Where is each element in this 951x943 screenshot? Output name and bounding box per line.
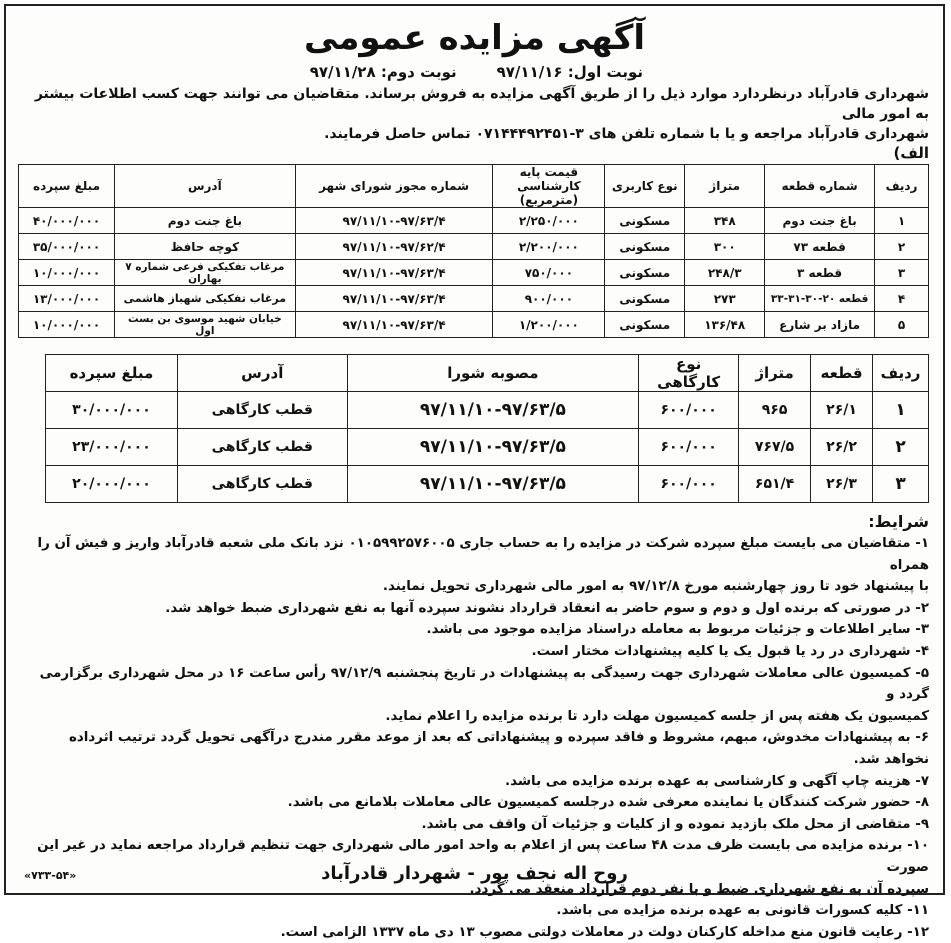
header-cell: ردیف: [873, 355, 929, 392]
table-cell: قطب کارگاهی: [177, 392, 347, 429]
ad-code: «۷۳۳-۵۴»: [24, 869, 77, 882]
table-cell: ۱/۲۰۰/۰۰۰: [493, 312, 605, 338]
table-row: [19, 234, 929, 260]
table-cell: مرغاب تفکیکی شهباز هاشمی: [115, 286, 296, 312]
intro-line: شهرداری قادرآباد مراجعه و یا با شماره تلفن های ۳-۰۷۱۴۴۴۹۲۴۵۱ تماس حاصل فرمایند.: [324, 126, 929, 142]
table-cell: ۳۰/۰۰۰/۰۰۰: [46, 392, 178, 429]
table-cell: ۴: [875, 286, 929, 312]
table-cell: ۶۰۰/۰۰۰: [639, 429, 739, 466]
table-cell: ۹۷/۱۱/۱۰-۹۷/۶۳/۴: [295, 286, 493, 312]
second-turn-date: نوبت دوم: ۹۷/۱۱/۲۸: [309, 63, 457, 81]
header-cell: مبلغ سپرده: [46, 355, 178, 392]
condition-line: ۶- به پیشنهادات مخدوش، مبهم، مشروط و فاقد سپرده و پیشنهاداتی که بعد از موعد مقرر مندرج درآگهی تحویل گردد ترتیب اثرداده نخواهد شد.: [69, 730, 929, 767]
table-cell: مازاد بر شارع: [765, 312, 875, 338]
table-cell: ۲۳/۰۰۰/۰۰۰: [46, 429, 178, 466]
table-cell: قطعه ۷۳: [765, 234, 875, 260]
table-row: [19, 312, 929, 338]
table-cell: ۲۶/۲: [811, 429, 873, 466]
table-cell: مسکونی: [605, 286, 685, 312]
table-cell: قطعه ۲۰-۳۰-۳۱-۳۳: [765, 286, 875, 312]
table-row: [46, 392, 929, 429]
condition-line: ۲- در صورتی که برنده اول و دوم و سوم حاضر به انعقاد قرارداد نشوند سپرده آنها به نفع شهرداری ضبط خواهد شد.: [165, 600, 929, 616]
condition-line: ۴- شهرداری در رد یا قبول یک یا کلیه پیشنهادات مختار است.: [531, 643, 929, 659]
table-row: [46, 429, 929, 466]
condition-line: ۸- حضور شرکت کنندگان یا نماینده معرفی شده درجلسه کمیسیون عالی معاملات بلامانع می باشد.: [287, 795, 929, 811]
table-cell: ۳۴۸: [685, 208, 765, 234]
header-cell: متراژ: [685, 165, 765, 208]
table-cell: ۳۰۰: [685, 234, 765, 260]
table-row: [19, 286, 929, 312]
condition-line: با پیشنهاد خود تا روز چهارشنبه مورخ ۹۷/۱۲/۸ به امور مالی شهرداری تحویل نمایند.: [382, 579, 929, 595]
header-cell: نوع کاربری: [605, 165, 685, 208]
table-cell: باغ جنت دوم: [765, 208, 875, 234]
table-cell: مسکونی: [605, 208, 685, 234]
table-cell: ۲: [873, 429, 929, 466]
condition-line: ۱- متقاضیان می بایست مبلغ سپرده شرکت در مزایده را به حساب جاری ۰۱۰۵۹۹۲۵۷۶۰۰۵ نزد بانک ملی شعبه قادرآباد واریز و فیش آن را همراه: [37, 536, 929, 573]
table-cell: ۱۰/۰۰۰/۰۰۰: [19, 312, 115, 338]
table-cell: ۲۷۳: [685, 286, 765, 312]
table-row: [46, 466, 929, 503]
table-cell: قطب کارگاهی: [177, 466, 347, 503]
table-cell: ۳: [875, 260, 929, 286]
table-cell: ۱۰/۰۰۰/۰۰۰: [19, 260, 115, 286]
table-cell: ۱۳/۰۰۰/۰۰۰: [19, 286, 115, 312]
table-cell: ۶۵۱/۴: [739, 466, 811, 503]
table-cell: خیابان شهید موسوی بن بست اول: [115, 312, 296, 338]
intro-paragraph: [6, 82, 943, 144]
table-cell: ۶۰۰/۰۰۰: [639, 392, 739, 429]
header-cell: متراژ: [739, 355, 811, 392]
condition-line: سپرده آن به نفع شهرداری ضبط و با نفر دوم قرارداد منعقد می گردد.: [469, 881, 929, 897]
condition-line: ۵- کمیسیون عالی معاملات شهرداری جهت رسیدگی به پیشنهادات در تاریخ پنجشنبه ۹۷/۱۲/۹ رأس ساعت ۱۶ در محل شهرداری برگزارمی گردد و: [39, 665, 929, 703]
table-cell: مسکونی: [605, 234, 685, 260]
condition-line: ۱۲- رعایت قانون منع مداخله کارکنان دولت در معاملات دولتی مصوب ۱۳ دی ماه ۱۳۳۷ الزامی است.: [280, 924, 929, 940]
conditions-heading: شرایط:: [868, 512, 929, 531]
table-cell: ۲۰/۰۰۰/۰۰۰: [46, 466, 178, 503]
table-cell: ۹۷/۱۱/۱۰-۹۷/۶۲/۴: [295, 234, 493, 260]
header-cell: مصوبه شورا: [347, 355, 639, 392]
table-row: [19, 260, 929, 286]
header-cell: شماره مجوز شورای شهر: [295, 165, 493, 208]
table-cell: ۳: [873, 466, 929, 503]
table-cell: ۲۴۸/۳: [685, 260, 765, 286]
table-cell: ۵: [875, 312, 929, 338]
table-cell: ۹۰۰/۰۰۰: [493, 286, 605, 312]
notice-title: آگهی مزایده عمومی: [303, 18, 646, 58]
table-cell: ۳۵/۰۰۰/۰۰۰: [19, 234, 115, 260]
table-cell: ۲/۲۰۰/۰۰۰: [493, 234, 605, 260]
header-cell: مبلغ سپرده: [19, 165, 115, 208]
condition-line: کمیسیون یک هفته پس از جلسه کمیسیون مهلت دارد تا برنده مزایده را اعلام نماید.: [385, 708, 929, 724]
condition-line: ۱۱- کلیه کسورات قانونی به عهده برنده مزایده می باشد.: [556, 903, 929, 919]
header-cell: قیمت پایه کارشناسی (مترمربع): [493, 165, 605, 208]
table-cell: ۹۷/۱۱/۱۰-۹۷/۶۳/۴: [295, 312, 493, 338]
condition-line: ۳- سایر اطلاعات و جزئیات مربوط به معامله دراسناد مزایده موجود می باشد.: [426, 622, 929, 638]
intro-line: شهرداری قادرآباد درنظردارد موارد ذیل را از طریق آگهی مزایده به فروش برساند. متقاضیان می توانند جهت کسب اطلاعات بیشتر به امور مالی: [34, 86, 929, 122]
table-cell: ۹۷/۱۱/۱۰-۹۷/۶۳/۴: [295, 208, 493, 234]
table-cell: ۹۷/۱۱/۱۰-۹۷/۶۳/۵: [347, 466, 639, 503]
table-cell: قطب کارگاهی: [177, 429, 347, 466]
header-cell: آدرس: [115, 165, 296, 208]
auction-notice: [4, 4, 945, 940]
table-cell: ۹۷/۱۱/۱۰-۹۷/۶۳/۵: [347, 392, 639, 429]
residential-lots-table: [18, 164, 929, 338]
table-cell: مسکونی: [605, 260, 685, 286]
header-cell: ردیف: [875, 165, 929, 208]
table-cell: ۱: [873, 392, 929, 429]
condition-line: ۷- هزینه چاپ آگهی و کارشناسی به عهده برنده مزایده می باشد.: [505, 773, 929, 789]
table-cell: ۱: [875, 208, 929, 234]
table-cell: مسکونی: [605, 312, 685, 338]
header-cell: نوع کارگاهی: [639, 355, 739, 392]
table-cell: ۹۷/۱۱/۱۰-۹۷/۶۳/۴: [295, 260, 493, 286]
table-cell: قطعه ۳: [765, 260, 875, 286]
table-cell: ۲: [875, 234, 929, 260]
table-cell: ۷۵۰/۰۰۰: [493, 260, 605, 286]
table-cell: مرغاب تفکیکی فرعی شماره ۷ بهاران: [115, 260, 296, 286]
table-cell: ۲۶/۱: [811, 392, 873, 429]
header-cell: آدرس: [177, 355, 347, 392]
table-cell: کوچه حافظ: [115, 234, 296, 260]
table-row: [19, 208, 929, 234]
table-cell: ۷۶۷/۵: [739, 429, 811, 466]
table-cell: ۱۳۶/۴۸: [685, 312, 765, 338]
condition-line: ۹- متقاضی از محل ملک بازدید نموده و از کلیات و جزئیات آن واقف می باشد.: [421, 816, 929, 832]
publication-dates: [6, 62, 943, 82]
table-cell: ۴۰/۰۰۰/۰۰۰: [19, 208, 115, 234]
workshop-lots-table: [45, 354, 929, 503]
header-cell: شماره قطعه: [765, 165, 875, 208]
table-cell: باغ جنت دوم: [115, 208, 296, 234]
section-label: الف): [893, 144, 929, 162]
condition-line: ۱۰- برنده مزایده می بایست ظرف مدت ۴۸ ساعت پس از اعلام به واحد امور مالی شهرداری جهت تنظیم قرارداد مراجعه نماید در غیر این صورت: [37, 838, 929, 875]
mayor-signature: روح اله نجف پور - شهردار قادرآباد: [321, 863, 628, 884]
table-header-row: [19, 165, 929, 208]
header-cell: قطعه: [811, 355, 873, 392]
table-cell: ۲۶/۳: [811, 466, 873, 503]
table-cell: ۶۰۰/۰۰۰: [639, 466, 739, 503]
table-header-row: [46, 355, 929, 392]
table-cell: ۲/۲۵۰/۰۰۰: [493, 208, 605, 234]
first-turn-date: نوبت اول: ۹۷/۱۱/۱۶: [496, 63, 643, 81]
table-cell: ۹۶۵: [739, 392, 811, 429]
table-cell: ۹۷/۱۱/۱۰-۹۷/۶۳/۵: [347, 429, 639, 466]
notice-footer: [20, 863, 929, 887]
